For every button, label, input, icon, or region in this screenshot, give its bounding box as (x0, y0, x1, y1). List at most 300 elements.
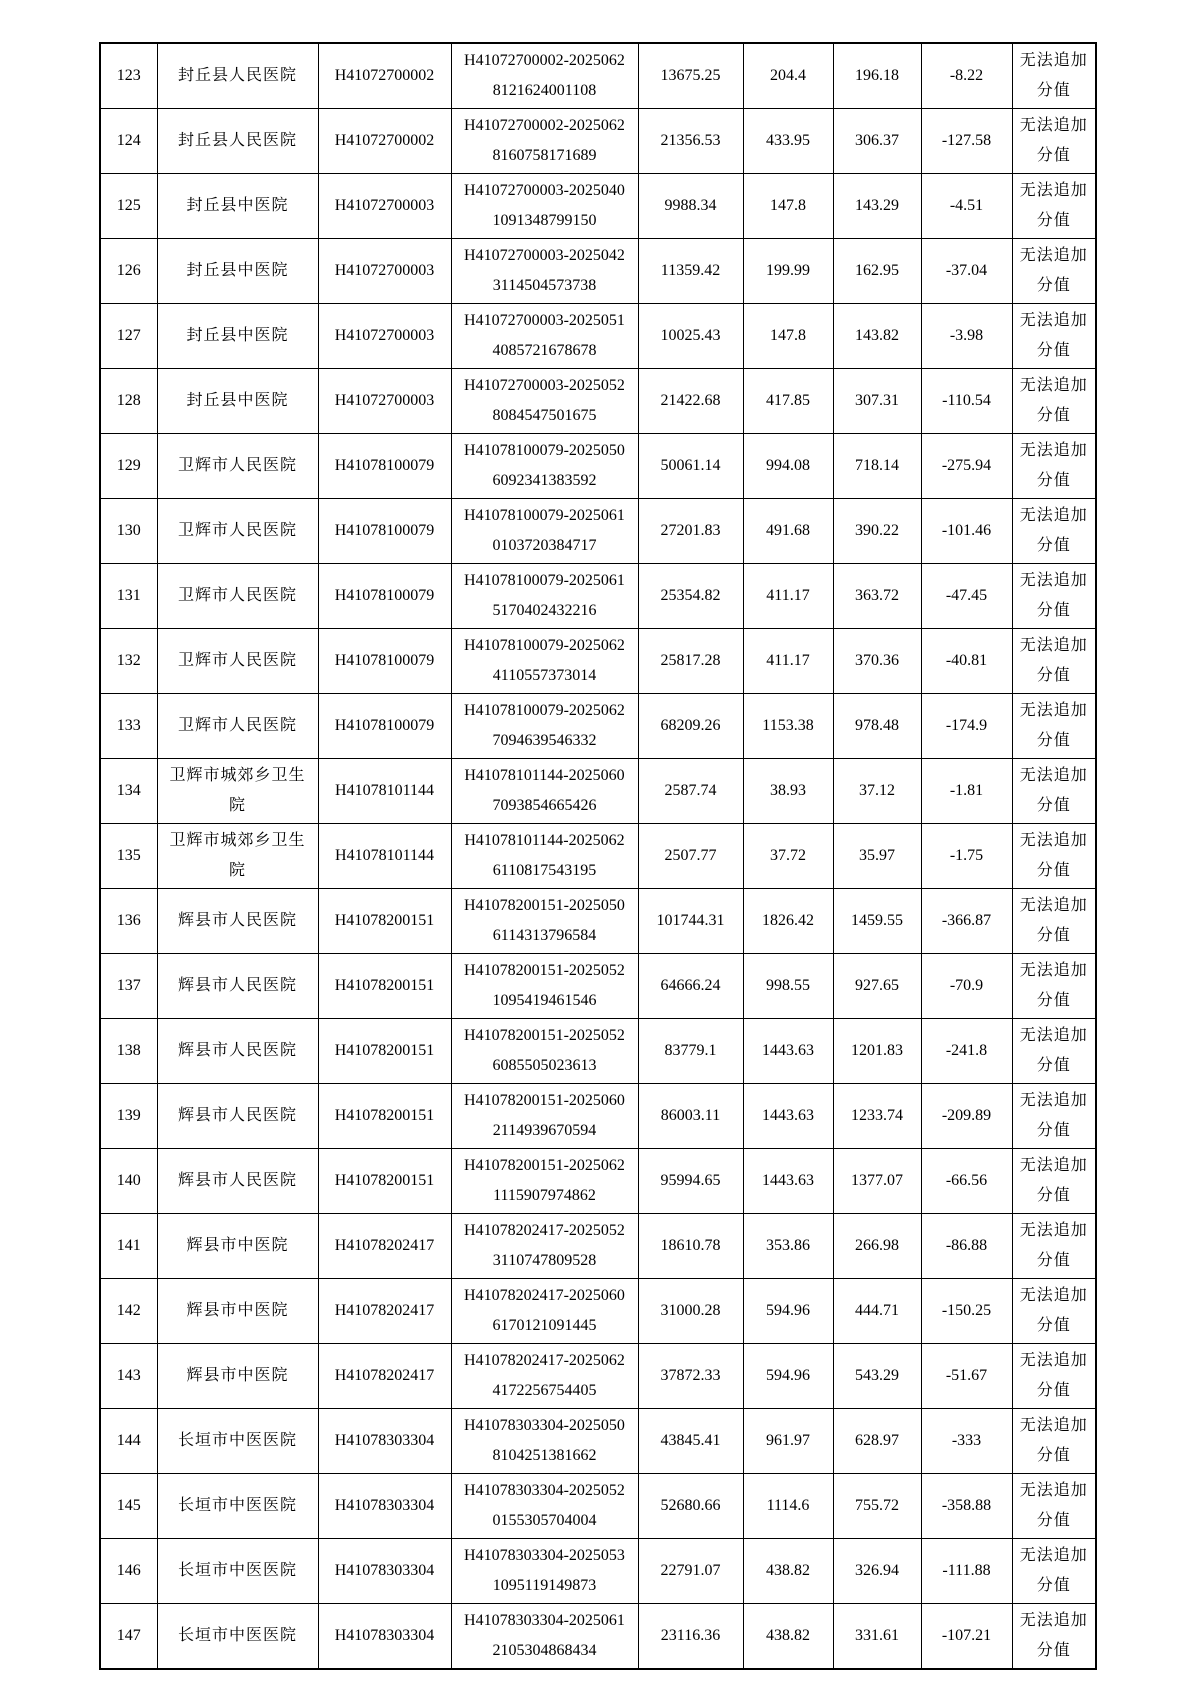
value2-cell (833, 369, 921, 434)
value1-cell (743, 43, 833, 109)
delta-value-cell (921, 369, 1012, 434)
settlement-id-cell (451, 1474, 638, 1539)
remark: 无法追加分值 (1019, 182, 1088, 229)
value1: 411.17 (766, 587, 810, 604)
hospital-code-cell (318, 694, 451, 759)
settlement-id-line2: 0103720384717 (492, 537, 597, 554)
settlement-id-line2: 1095119149873 (492, 1577, 597, 1594)
row-index-cell (100, 1084, 157, 1149)
settlement-id-cell (451, 629, 638, 694)
amount-value: 2587.74 (664, 782, 717, 799)
settlement-id-line1: H41078100079-2025061 (464, 572, 625, 589)
amount-value: 10025.43 (660, 327, 721, 344)
hospital-name-cell (157, 239, 318, 304)
hospital-code-cell (318, 43, 451, 109)
delta-value: -51.67 (945, 1367, 988, 1384)
hospital-code-cell (318, 369, 451, 434)
settlement-id-line2: 8104251381662 (492, 1447, 597, 1464)
value2: 307.31 (855, 392, 899, 409)
settlement-id-line1: H41078303304-2025050 (464, 1417, 625, 1434)
value1-cell (743, 1279, 833, 1344)
value2-cell (833, 1539, 921, 1604)
settlement-id-line1: H41072700003-2025052 (464, 377, 625, 394)
hospital-name-cell (157, 1344, 318, 1409)
hospital-code-cell (318, 1474, 451, 1539)
hospital-code: H41078202417 (334, 1302, 435, 1319)
settlement-id-cell (451, 304, 638, 369)
remark-cell (1012, 174, 1096, 239)
settlement-id-line1: H41072700002-2025062 (464, 117, 625, 134)
table-row (100, 1279, 1096, 1344)
amount-value: 101744.31 (656, 912, 725, 929)
remark-cell (1012, 369, 1096, 434)
row-index: 127 (116, 327, 141, 344)
hospital-name-cell (157, 1214, 318, 1279)
settlement-id-line1: H41078100079-2025062 (464, 637, 625, 654)
value1-cell (743, 889, 833, 954)
remark: 无法追加分值 (1019, 832, 1088, 879)
hospital-name: 封丘县中医院 (186, 327, 289, 345)
remark-cell (1012, 304, 1096, 369)
value1: 417.85 (766, 392, 810, 409)
value1: 594.96 (766, 1367, 810, 1384)
row-index: 140 (116, 1172, 141, 1189)
settlement-id-line2: 1115907974862 (493, 1187, 596, 1204)
settlement-id-line1: H41078100079-2025062 (464, 702, 625, 719)
value2-cell (833, 1604, 921, 1670)
row-index-cell (100, 564, 157, 629)
row-index: 135 (116, 847, 141, 864)
hospital-code-cell (318, 954, 451, 1019)
settlement-id-cell (451, 889, 638, 954)
hospital-code: H41072700003 (334, 262, 435, 279)
value1-cell (743, 434, 833, 499)
settlement-id-line2: 6092341383592 (492, 472, 597, 489)
amount-value: 25817.28 (660, 652, 721, 669)
amount-value-cell (638, 629, 743, 694)
hospital-name: 卫辉市人民医院 (177, 522, 297, 540)
hospital-code: H41078202417 (334, 1367, 435, 1384)
value2: 718.14 (855, 457, 899, 474)
remark: 无法追加分值 (1019, 1222, 1088, 1269)
delta-value-cell (921, 174, 1012, 239)
delta-value-cell (921, 759, 1012, 824)
remark: 无法追加分值 (1019, 1612, 1088, 1659)
table-row (100, 629, 1096, 694)
value2-cell (833, 1409, 921, 1474)
hospital-code-cell (318, 109, 451, 174)
delta-value-cell (921, 629, 1012, 694)
value1: 147.8 (770, 327, 806, 344)
hospital-code-cell (318, 889, 451, 954)
table-body (100, 43, 1096, 1669)
table-row (100, 109, 1096, 174)
hospital-name-cell (157, 1084, 318, 1149)
amount-value-cell (638, 304, 743, 369)
hospital-name: 卫辉市人民医院 (177, 587, 297, 605)
settlement-id-line2: 6085505023613 (492, 1057, 597, 1074)
row-index: 123 (116, 67, 141, 84)
row-index: 134 (116, 782, 141, 799)
delta-value-cell (921, 1084, 1012, 1149)
delta-value: -241.8 (945, 1042, 988, 1059)
value1-cell (743, 1344, 833, 1409)
hospital-name: 卫辉市城郊乡卫生院 (169, 767, 306, 814)
value2-cell (833, 954, 921, 1019)
hospital-code-cell (318, 1344, 451, 1409)
value1: 438.82 (766, 1627, 810, 1644)
settlement-id-cell (451, 1149, 638, 1214)
settlement-id-line2: 1095419461546 (492, 992, 597, 1009)
hospital-name: 辉县市人民医院 (177, 977, 297, 995)
settlement-id-line2: 8084547501675 (492, 407, 597, 424)
settlement-id-line2: 8121624001108 (492, 82, 597, 99)
hospital-code-cell (318, 304, 451, 369)
settlement-id-cell (451, 824, 638, 889)
hospital-code: H41078303304 (334, 1497, 435, 1514)
delta-value: -4.51 (949, 197, 984, 214)
remark-cell (1012, 1344, 1096, 1409)
value1: 433.95 (766, 132, 810, 149)
hospital-code: H41072700002 (334, 67, 435, 84)
value2: 35.97 (859, 847, 895, 864)
value1-cell (743, 174, 833, 239)
amount-value: 13675.25 (660, 67, 721, 84)
settlement-id-line1: H41078303304-2025052 (464, 1482, 625, 1499)
value1-cell (743, 1539, 833, 1604)
row-index: 143 (116, 1367, 141, 1384)
amount-value-cell (638, 434, 743, 499)
amount-value-cell (638, 889, 743, 954)
hospital-name-cell (157, 1539, 318, 1604)
remark-cell (1012, 1084, 1096, 1149)
settlement-id-line2: 7093854665426 (492, 797, 597, 814)
amount-value: 50061.14 (660, 457, 721, 474)
table-row (100, 43, 1096, 109)
value1-cell (743, 694, 833, 759)
value2-cell (833, 239, 921, 304)
row-index: 126 (116, 262, 141, 279)
row-index: 124 (116, 132, 141, 149)
settlement-id-line1: H41078202417-2025060 (464, 1287, 625, 1304)
settlement-id-line2: 6114313796584 (492, 927, 597, 944)
hospital-name-cell (157, 954, 318, 1019)
settlement-id-line2: 6110817543195 (492, 862, 597, 879)
value1: 353.86 (766, 1237, 810, 1254)
row-index-cell (100, 824, 157, 889)
settlement-id-cell (451, 499, 638, 564)
remark: 无法追加分值 (1019, 117, 1088, 164)
hospital-code: H41078101144 (335, 782, 434, 799)
remark-cell (1012, 434, 1096, 499)
remark-cell (1012, 759, 1096, 824)
row-index-cell (100, 1474, 157, 1539)
settlement-id-line2: 1091348799150 (492, 212, 597, 229)
delta-value-cell (921, 1474, 1012, 1539)
value2: 1233.74 (851, 1107, 903, 1124)
settlement-id-cell (451, 694, 638, 759)
remark-cell (1012, 43, 1096, 109)
row-index: 142 (116, 1302, 141, 1319)
value1: 994.08 (766, 457, 810, 474)
settlement-id-line2: 8160758171689 (492, 147, 597, 164)
settlement-id-line2: 4085721678678 (492, 342, 597, 359)
delta-value-cell (921, 1019, 1012, 1084)
settlement-id-cell (451, 759, 638, 824)
remark: 无法追加分值 (1019, 897, 1088, 944)
hospital-code-cell (318, 239, 451, 304)
row-index: 125 (116, 197, 141, 214)
table-row (100, 1344, 1096, 1409)
row-index: 133 (116, 717, 141, 734)
delta-value: -66.56 (945, 1172, 988, 1189)
value2-cell (833, 824, 921, 889)
hospital-code-cell (318, 759, 451, 824)
value1: 961.97 (766, 1432, 810, 1449)
hospital-code-cell (318, 1409, 451, 1474)
value2: 1459.55 (851, 912, 903, 929)
amount-value-cell (638, 1019, 743, 1084)
row-index: 129 (116, 457, 141, 474)
row-index: 147 (116, 1627, 141, 1644)
value1: 1443.63 (762, 1107, 814, 1124)
amount-value-cell (638, 564, 743, 629)
value1-cell (743, 239, 833, 304)
value1: 199.99 (766, 262, 810, 279)
hospital-code: H41078200151 (334, 1042, 435, 1059)
settlement-id-line2: 2105304868434 (492, 1642, 597, 1659)
value2: 266.98 (855, 1237, 899, 1254)
value1: 438.82 (766, 1562, 810, 1579)
hospital-name-cell (157, 889, 318, 954)
hospital-name: 辉县市中医院 (186, 1367, 289, 1385)
table-row (100, 759, 1096, 824)
remark: 无法追加分值 (1019, 637, 1088, 684)
amount-value: 95994.65 (660, 1172, 721, 1189)
remark-cell (1012, 1604, 1096, 1670)
settlement-id-line2: 6170121091445 (492, 1317, 597, 1334)
hospital-code-cell (318, 1604, 451, 1670)
delta-value-cell (921, 1604, 1012, 1670)
remark: 无法追加分值 (1019, 247, 1088, 294)
value2-cell (833, 43, 921, 109)
value2: 755.72 (855, 1497, 899, 1514)
value1-cell (743, 629, 833, 694)
settlement-id-cell (451, 174, 638, 239)
settlement-id-line2: 7094639546332 (492, 732, 597, 749)
amount-value-cell (638, 1214, 743, 1279)
delta-value-cell (921, 1279, 1012, 1344)
hospital-code-cell (318, 824, 451, 889)
delta-value-cell (921, 1344, 1012, 1409)
hospital-name-cell (157, 1474, 318, 1539)
remark: 无法追加分值 (1019, 702, 1088, 749)
settlement-id-line2: 5170402432216 (492, 602, 597, 619)
remark-cell (1012, 1214, 1096, 1279)
hospital-name-cell (157, 369, 318, 434)
hospital-code-cell (318, 1214, 451, 1279)
hospital-name: 封丘县人民医院 (177, 67, 297, 85)
hospital-code-cell (318, 1149, 451, 1214)
settlement-id-line1: H41072700003-2025051 (464, 312, 625, 329)
value1: 1826.42 (762, 912, 814, 929)
row-index: 131 (116, 587, 141, 604)
table-row (100, 1084, 1096, 1149)
amount-value: 86003.11 (660, 1107, 721, 1124)
row-index-cell (100, 174, 157, 239)
amount-value: 18610.78 (660, 1237, 721, 1254)
delta-value-cell (921, 43, 1012, 109)
value2-cell (833, 499, 921, 564)
hospital-code: H41078200151 (334, 912, 435, 929)
settlement-id-line1: H41078303304-2025061 (464, 1612, 625, 1629)
value1-cell (743, 1214, 833, 1279)
settlement-id-cell (451, 954, 638, 1019)
table-row (100, 1474, 1096, 1539)
hospital-name-cell (157, 43, 318, 109)
remark: 无法追加分值 (1019, 1157, 1088, 1204)
settlement-id-line2: 2114939670594 (492, 1122, 597, 1139)
settlement-id-cell (451, 43, 638, 109)
amount-value-cell (638, 1279, 743, 1344)
delta-value-cell (921, 1149, 1012, 1214)
delta-value: -3.98 (949, 327, 984, 344)
row-index: 128 (116, 392, 141, 409)
table-row (100, 889, 1096, 954)
hospital-name: 辉县市人民医院 (177, 1107, 297, 1125)
hospital-code: H41078100079 (334, 717, 435, 734)
row-index: 132 (116, 652, 141, 669)
remark-cell (1012, 1019, 1096, 1084)
hospital-name: 辉县市人民医院 (177, 1042, 297, 1060)
hospital-name-cell (157, 304, 318, 369)
hospital-code-cell (318, 434, 451, 499)
value1-cell (743, 1019, 833, 1084)
delta-value: -275.94 (941, 457, 992, 474)
value1: 1443.63 (762, 1172, 814, 1189)
amount-value-cell (638, 694, 743, 759)
value2-cell (833, 1474, 921, 1539)
amount-value-cell (638, 369, 743, 434)
row-index: 146 (116, 1562, 141, 1579)
value2-cell (833, 1214, 921, 1279)
delta-value-cell (921, 499, 1012, 564)
remark-cell (1012, 1474, 1096, 1539)
delta-value: -1.81 (949, 782, 984, 799)
amount-value-cell (638, 824, 743, 889)
row-index-cell (100, 434, 157, 499)
remark-cell (1012, 889, 1096, 954)
remark: 无法追加分值 (1019, 1027, 1088, 1074)
hospital-code: H41072700003 (334, 197, 435, 214)
amount-value-cell (638, 759, 743, 824)
remark-cell (1012, 954, 1096, 1019)
hospital-name: 封丘县中医院 (186, 197, 289, 215)
delta-value: -110.54 (942, 392, 991, 409)
hospital-code: H41078100079 (334, 652, 435, 669)
remark-cell (1012, 239, 1096, 304)
table-row (100, 239, 1096, 304)
hospital-name: 辉县市人民医院 (177, 1172, 297, 1190)
hospital-code: H41078200151 (334, 1107, 435, 1124)
row-index: 130 (116, 522, 141, 539)
table-row (100, 369, 1096, 434)
settlement-id-line1: H41078200151-2025062 (464, 1157, 625, 1174)
amount-value: 25354.82 (660, 587, 721, 604)
remark: 无法追加分值 (1019, 1417, 1088, 1464)
row-index-cell (100, 304, 157, 369)
hospital-code-cell (318, 629, 451, 694)
value2: 927.65 (855, 977, 899, 994)
settlement-id-cell (451, 1214, 638, 1279)
value2-cell (833, 174, 921, 239)
row-index-cell (100, 499, 157, 564)
hospital-code-cell (318, 1279, 451, 1344)
remark-cell (1012, 824, 1096, 889)
amount-value: 22791.07 (660, 1562, 721, 1579)
amount-value-cell (638, 1474, 743, 1539)
row-index-cell (100, 1019, 157, 1084)
hospital-name: 辉县市中医院 (186, 1302, 289, 1320)
settlement-id-cell (451, 434, 638, 499)
hospital-code: H41078303304 (334, 1562, 435, 1579)
delta-value: -47.45 (945, 587, 988, 604)
value2: 326.94 (855, 1562, 899, 1579)
row-index-cell (100, 1344, 157, 1409)
hospital-name-cell (157, 1409, 318, 1474)
hospital-code: H41078303304 (334, 1432, 435, 1449)
table-row (100, 1019, 1096, 1084)
hospital-name-cell (157, 434, 318, 499)
hospital-name-cell (157, 174, 318, 239)
value1-cell (743, 954, 833, 1019)
value1: 1153.38 (762, 717, 814, 734)
value1-cell (743, 499, 833, 564)
delta-value: -150.25 (941, 1302, 992, 1319)
amount-value-cell (638, 1539, 743, 1604)
value2: 370.36 (855, 652, 899, 669)
value2-cell (833, 1084, 921, 1149)
value1-cell (743, 304, 833, 369)
amount-value-cell (638, 43, 743, 109)
amount-value: 9988.34 (664, 197, 717, 214)
hospital-name: 辉县市人民医院 (177, 912, 297, 930)
delta-value: -111.88 (942, 1562, 991, 1579)
settlement-id-line2: 3114504573738 (492, 277, 597, 294)
settlement-id-cell (451, 1019, 638, 1084)
delta-value: -101.46 (941, 522, 992, 539)
amount-value: 31000.28 (660, 1302, 721, 1319)
settlement-id-cell (451, 369, 638, 434)
value1: 147.8 (770, 197, 806, 214)
settlement-id-cell (451, 1604, 638, 1670)
settlement-id-line1: H41078101144-2025060 (464, 767, 625, 784)
settlement-id-line2: 3110747809528 (492, 1252, 597, 1269)
hospital-name: 封丘县中医院 (186, 262, 289, 280)
value2: 363.72 (855, 587, 899, 604)
value1: 998.55 (766, 977, 810, 994)
value2: 444.71 (855, 1302, 899, 1319)
value1: 1114.6 (766, 1497, 810, 1514)
settlement-id-line1: H41078200151-2025052 (464, 962, 625, 979)
hospital-name: 辉县市中医院 (186, 1237, 289, 1255)
settlement-id-cell (451, 1084, 638, 1149)
hospital-name: 卫辉市城郊乡卫生院 (169, 832, 306, 879)
hospital-code-cell (318, 174, 451, 239)
hospital-code: H41078200151 (334, 1172, 435, 1189)
remark: 无法追加分值 (1019, 507, 1088, 554)
remark: 无法追加分值 (1019, 767, 1088, 814)
